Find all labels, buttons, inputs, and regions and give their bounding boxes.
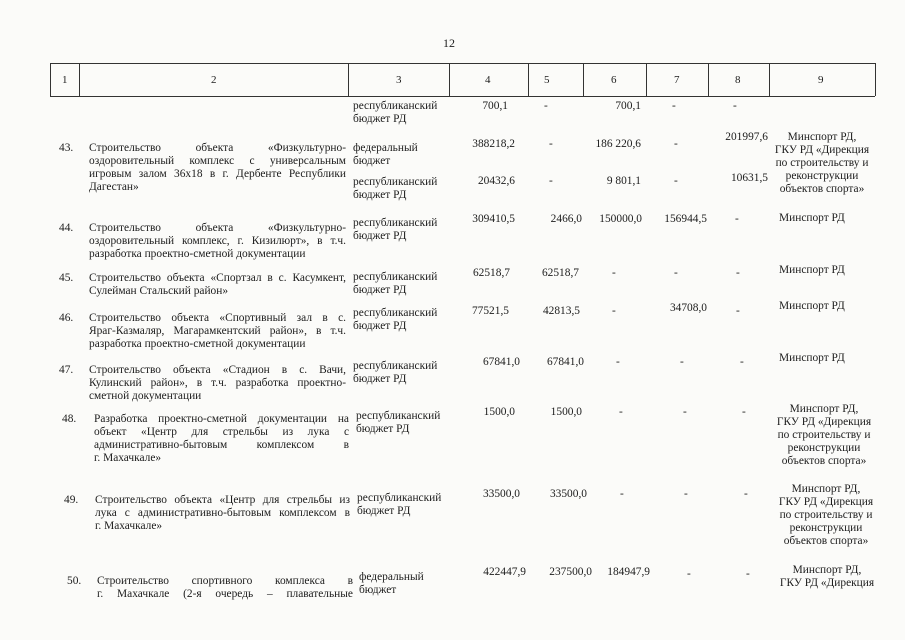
row-46-col7: 34708,0 [669,302,707,314]
row-44-source: республиканский бюджет РД [353,217,438,242]
page-number: 12 [443,36,455,50]
row-43-fed-col8: 201997,6 [725,131,768,143]
row-45-col7: - [674,267,678,279]
row-47-col6: - [616,356,620,368]
row-44-desc-line: оздоровительный комплекс, г. Кизилюрт», в т.ч. [89,235,346,247]
col-divider [50,63,51,96]
row-44-col8: - [735,213,739,225]
row-47-source: республиканский бюджет РД [353,360,438,385]
row-43-desc-line: игровым залом 36х18 в г. Дербенте Республики [89,168,346,180]
row-48-number: 48. [62,413,77,425]
row-43-source-federal: федеральный бюджет [353,142,418,167]
row-cont-col4: 700,1 [482,100,508,112]
row-50-desc-line: Строительство спортивного комплекса в [97,575,353,587]
col-divider [348,63,349,96]
header-col-9: 9 [818,74,824,86]
header-top-rule [50,63,875,64]
row-50-col7: - [687,568,691,580]
row-50-col6: 184947,9 [607,566,650,578]
row-43-rep-col5: - [549,175,553,187]
header-col-6: 6 [611,74,617,86]
row-cont-col7: - [672,100,676,112]
col-divider [646,63,647,96]
row-cont-col8: - [733,100,737,112]
row-46-desc-line: Яраг-Казмаляр, Магарамкентский район», в т.ч. [89,325,346,337]
row-46-number: 46. [59,312,74,324]
row-50-source: федеральный бюджет [359,571,424,596]
row-47-col8: - [740,356,744,368]
row-49-col5: 33500,0 [549,488,587,500]
header-col-4: 4 [485,74,491,86]
row-44-number: 44. [59,222,74,234]
row-47-desc-line: Кулинский район», в т.ч. разработка проектно- [89,377,346,389]
row-43-fed-col4: 388218,2 [472,138,515,150]
row-45-col8: - [736,267,740,279]
row-47-number: 47. [59,364,74,376]
col-divider [449,63,450,96]
row-43-number: 43. [59,142,74,154]
row-44-responsible: Минспорт РД [779,212,845,224]
row-50-col8: - [746,568,750,580]
row-45-col6: - [612,267,616,279]
col-divider [583,63,584,96]
row-47-col5: 67841,0 [546,356,584,368]
row-49-desc-line: Строительство объекта «Центр для стрельбы из [95,494,350,506]
row-47-desc-line: Строительство объекта «Стадион в с. Вачи, [89,364,346,376]
row-47-responsible: Минспорт РД [779,352,845,364]
header-col-8: 8 [735,74,741,86]
row-49-responsible: Минспорт РД, ГКУ РД «Дирекция по строительству и реконструкции объектов спорта» [778,483,874,547]
row-46-desc-line: Строительство объекта «Спортивный зал в с. [89,312,346,324]
row-44-col7: 156944,5 [664,213,707,225]
header-col-7: 7 [674,74,680,86]
header-col-5: 5 [544,74,550,86]
row-47-col7: - [680,356,684,368]
row-46-source: республиканский бюджет РД [353,307,438,332]
row-44-desc-line: разработка проектно-сметной документации [89,248,306,260]
col-divider [528,63,529,96]
row-45-number: 45. [59,272,74,284]
col-divider [769,63,770,96]
col-divider [875,63,876,96]
row-44-desc-line: Строительство объекта «Физкультурно- [89,222,346,234]
row-50-desc-line: г. Махачкале (2-я очередь – плавательные [97,588,353,600]
row-43-source-republic: республиканский бюджет РД [353,176,438,201]
row-43-rep-col8: 10631,5 [730,172,768,184]
row-44-col5: 2466,0 [550,213,582,225]
row-48-col4: 1500,0 [483,406,515,418]
row-49-col7: - [684,488,688,500]
row-46-col6: - [612,305,616,317]
row-45-col5: 62518,7 [541,267,579,279]
header-col-2: 2 [211,74,217,86]
row-48-desc-line: объект «Центр для стрельбы из лука с [94,426,349,438]
row-49-col8: - [744,488,748,500]
row-43-rep-col7: - [674,175,678,187]
row-44-col4: 309410,5 [472,213,515,225]
row-49-desc-line: лука с административно-бытовым комплексом в [95,507,350,519]
row-45-source: республиканский бюджет РД [353,271,438,296]
row-48-col8: - [742,406,746,418]
row-46-col5: 42813,5 [542,305,580,317]
row-43-fed-col6: 186 220,6 [595,138,641,150]
row-48-desc-line: Разработка проектно-сметной документации на [94,413,349,425]
row-44-col6: 150000,0 [599,213,642,225]
row-46-desc-line: разработка проектно-сметной документации [89,338,306,350]
row-48-desc-line: г. Махачкале» [94,452,162,464]
row-45-desc-line: Сулейман Стальский район» [89,285,229,297]
row-45-responsible: Минспорт РД [779,264,845,276]
row-43-rep-col6: 9 801,1 [606,175,641,187]
header-col-3: 3 [396,74,402,86]
row-50-number: 50. [67,575,82,587]
row-cont-col6: 700,1 [615,100,641,112]
row-45-desc-line: Строительство объекта «Спортзал в с. Касумкент, [89,272,346,284]
row-49-col4: 33500,0 [482,488,520,500]
col-divider [79,63,80,96]
row-48-desc-line: административно-бытовым комплексом в [94,439,349,451]
row-47-col4: 67841,0 [482,356,520,368]
row-43-responsible: Минспорт РД, ГКУ РД «Дирекция по строительству и реконструкции объектов спорта» [774,131,870,195]
row-43-desc-line: оздоровительный комплекс с универсальным [89,155,346,167]
row-48-col5: 1500,0 [550,406,582,418]
row-43-rep-col4: 20432,6 [477,175,515,187]
row-cont-source: республиканский бюджет РД [353,100,438,125]
row-cont-col5: - [544,100,548,112]
row-48-responsible: Минспорт РД, ГКУ РД «Дирекция по строительству и реконструкции объектов спорта» [776,403,872,467]
row-46-col8: - [736,305,740,317]
row-43-desc-line: Строительство объекта «Физкультурно- [89,142,346,154]
row-49-col6: - [620,488,624,500]
row-49-desc-line: г. Махачкале» [95,520,163,532]
header-col-1: 1 [62,74,68,86]
row-50-responsible: Минспорт РД, ГКУ РД «Дирекция [779,564,875,589]
row-50-col4: 422447,9 [483,566,526,578]
row-50-col5: 237500,0 [549,566,592,578]
header-bottom-rule [50,96,875,97]
row-46-col4: 77521,5 [471,305,509,317]
row-43-fed-col7: - [674,138,678,150]
row-43-fed-col5: - [549,138,553,150]
row-48-source: республиканский бюджет РД [356,410,441,435]
row-47-desc-line: сметной документации [89,390,202,402]
row-45-col4: 62518,7 [472,267,510,279]
row-43-desc-line: Дагестан» [89,181,139,193]
col-divider [708,63,709,96]
row-49-number: 49. [64,494,79,506]
row-48-col6: - [619,406,623,418]
row-48-col7: - [683,406,687,418]
row-49-source: республиканский бюджет РД [357,492,442,517]
row-46-responsible: Минспорт РД [779,300,845,312]
